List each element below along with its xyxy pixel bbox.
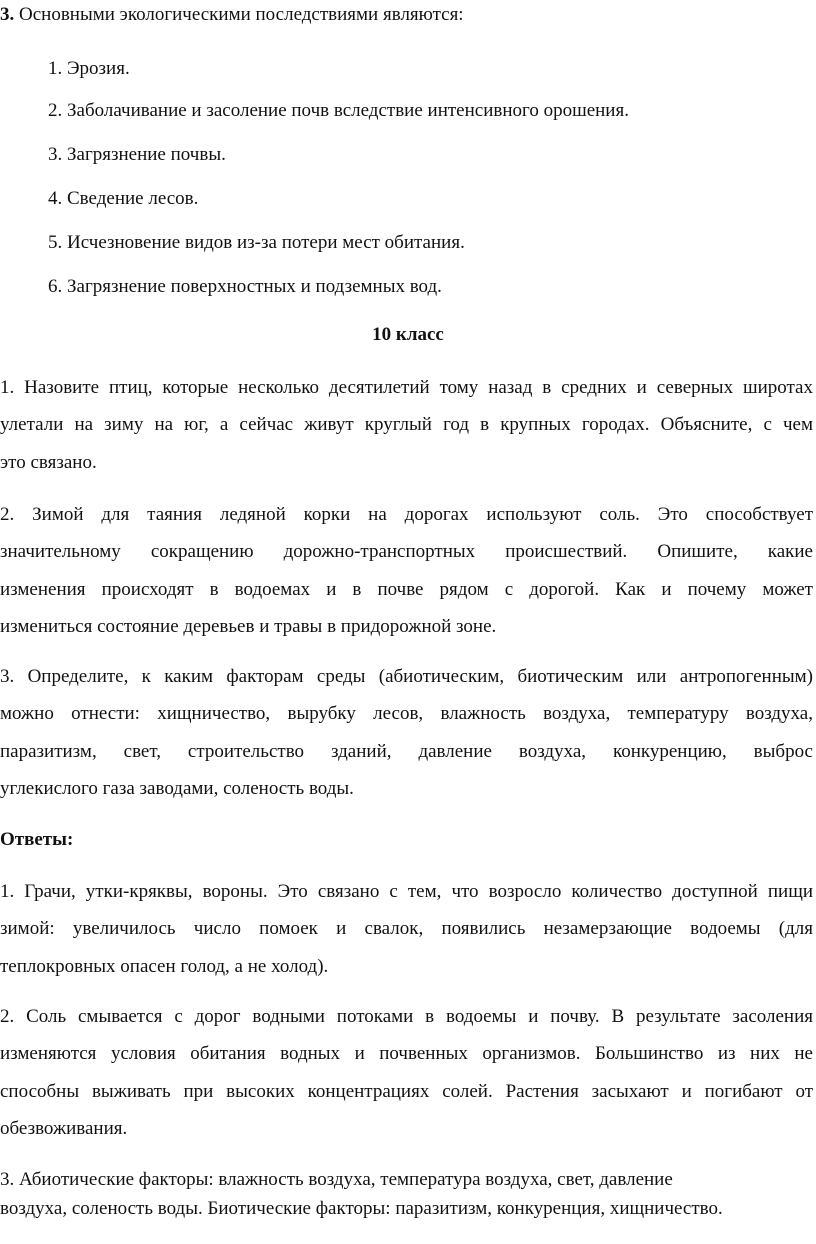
- consequence-item: 4. Сведение лесов.: [48, 188, 199, 209]
- question-line: улетали на зиму на юг, а сейчас живут круглый год в крупных городах. Объясните, с чем: [0, 414, 813, 436]
- section-title: 10 класс: [372, 324, 444, 345]
- answers-title: Ответы:: [0, 829, 74, 850]
- answer-line: теплокровных опасен голод, а не холод).: [0, 955, 329, 977]
- question-line: это связано.: [0, 451, 97, 473]
- question-line: можно отнести: хищничество, вырубку лесов, влажность воздуха, температуру воздуха,: [0, 703, 813, 725]
- consequence-item: 2. Заболачивание и засоление почв вследствие интенсивного орошения.: [48, 100, 629, 121]
- intro-heading: [0, 3, 464, 27]
- question-2: [0, 503, 813, 652]
- question-line: 3. Определите, к каким факторам среды (абиотическим, биотическим или антропогенным): [0, 666, 813, 687]
- question-3: [0, 665, 813, 814]
- question-line: углекислого газа заводами, соленость воды.: [0, 777, 354, 799]
- question-line: 1. Назовите птиц, которые несколько десятилетий тому назад в средних и северных широтах: [0, 377, 813, 398]
- question-line: 2. Зимой для таяния ледяной корки на дорогах используют соль. Это способствует: [0, 504, 813, 525]
- answer-line: способны выживать при высоких концентрациях солей. Растения засыхают и погибают от: [0, 1080, 813, 1102]
- answer-line: воздуха, соленость воды. Биотические факторы: паразитизм, конкуренция, хищничество.: [0, 1198, 723, 1219]
- answer-line: зимой: увеличилось число помоек и свалок, появились незамерзающие водоемы (для: [0, 918, 813, 940]
- answer-2: [0, 1005, 813, 1154]
- consequence-item: 3. Загрязнение почвы.: [48, 144, 226, 165]
- intro-text: Основными экологическими последствиями являются:: [19, 4, 464, 25]
- answer-line: 2. Соль смывается с дорог водными потоками в водоемы и почву. В результате засоления: [0, 1006, 813, 1027]
- answer-line: 3. Абиотические факторы: влажность воздуха, температура воздуха, свет, давление: [0, 1169, 673, 1190]
- consequence-item: 5. Исчезновение видов из-за потери мест обитания.: [48, 232, 465, 253]
- answer-line: 1. Грачи, утки-кряквы, вороны. Это связано с тем, что возросло количество доступной пищи: [0, 881, 813, 902]
- question-1: [0, 376, 813, 488]
- answer-line: обезвоживания.: [0, 1117, 128, 1139]
- consequence-item: 6. Загрязнение поверхностных и подземных вод.: [48, 276, 442, 297]
- question-line: паразитизм, свет, строительство зданий, давление воздуха, конкуренцию, выброс: [0, 740, 813, 762]
- consequence-item: 1. Эрозия.: [48, 58, 130, 79]
- question-line: измениться состояние деревьев и травы в придорожной зоне.: [0, 615, 497, 637]
- answer-1: [0, 880, 813, 992]
- question-line: изменения происходят в водоемах и в почве рядом с дорогой. Как и почему может: [0, 578, 813, 600]
- intro-number: 3.: [0, 4, 15, 25]
- question-line: значительному сокращению дорожно-транспортных происшествий. Опишите, какие: [0, 541, 813, 563]
- answer-line: изменяются условия обитания водных и почвенных организмов. Большинство из них не: [0, 1043, 813, 1065]
